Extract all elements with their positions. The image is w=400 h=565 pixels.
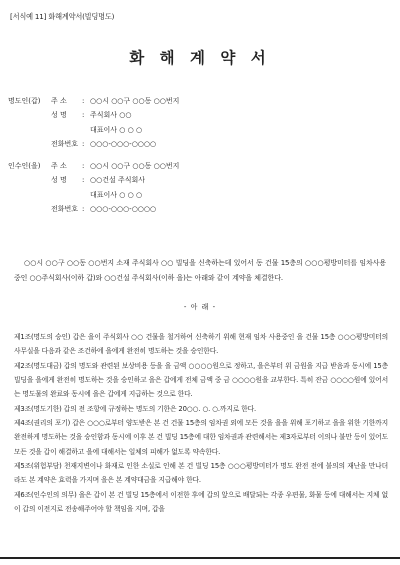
colon: : [82, 97, 85, 105]
colon: : [82, 111, 85, 120]
section-divider: - 아 래 - [183, 303, 217, 311]
article-4: 제4조(권리의 포기) 갑은 ○○○로부터 양도받은 본 건 건물 15층의 임차권 외에 모든 것을 을을 위해 포기하고 을을 위한 기한까지 완전하게 명도하는 것을 승인함과 동시에 이후 본 건 빌딩 15층에 대한 임차권과 관련해서는 제3자로부터 이의나 불만 등이 있어도 모든 것을 갑이 해결하고 을에 대해서는 일체의 피해가 없도록 약속한다. [14, 419, 388, 456]
field-label: 주 소 [51, 162, 67, 170]
field-label: 성 명 [51, 111, 67, 120]
form-tag: [서식예 11] 화해계약서(빌딩명도) [10, 12, 115, 21]
intro-paragraph [14, 256, 386, 285]
article-5: 제5조(위험부담) 천재지변이나 화재로 인한 소실로 인해 본 건 빌딩 15층 ○○○평방미터가 명도 완전 전에 불의의 재난을 만나더라도 본 계약은 효력을 가지며 을은 본 계약대금을 지급해야 한다. [14, 462, 388, 485]
field-value: ○○시 ○○구 ○○동 ○○번지 [90, 97, 180, 105]
articles-list [14, 330, 388, 516]
bottom-rule [0, 557, 400, 559]
article-3: 제3조(명도기한) 갑의 전 조항에 규정하는 명도의 기한은 20○○. ○. ○.까지로 한다. [14, 404, 257, 413]
field-value: 대표이사 ○ ○ ○ [90, 125, 143, 134]
colon: : [82, 176, 85, 185]
field-value: ○○시 ○○구 ○○동 ○○번지 [90, 162, 180, 170]
field-value: ○○건설 주식회사 [90, 176, 146, 185]
field-label: 전화번호 [51, 139, 79, 148]
field-value: ○○○-○○○-○○○○ [90, 139, 157, 148]
field-label: 성 명 [51, 176, 67, 185]
field-label: 전화번호 [51, 204, 79, 213]
field-label: 주 소 [51, 97, 67, 105]
document-title: 화 해 계 약 서 [129, 49, 271, 67]
article-6: 제6조(인수인의 의무) 을은 갑이 본 건 빌딩 15층에서 이전한 후에 갑의 앞으로 배달되는 각종 우편물, 화물 등에 대해서는 지체 없이 갑의 이전지로 전송해주어야 할 책임을 지며, 갑을 [14, 490, 388, 514]
colon: : [82, 204, 85, 213]
article-2: 제2조(명도대금) 갑의 명도와 관련된 보상비용 등을 을 금액 ○○○○원으로 정하고, 을은부터 위 금원을 지급 받음과 동시에 15층 빌딩을 을에게 완전히 명도하는 것을 승인하고 을은 갑에게 전체 금액 중 금 ○○○○원을 교부한다. 특히 잔금 ○○○○원에 있어서는 명도물의 완료와 동시에 을은 갑에게 지급하는 것으로 한다. [14, 361, 388, 399]
intro-text: ○○시 ○○구 ○○동 ○○번지 소재 주식회사 ○○ 빌딩을 신축하는데 있어서 동 건물 15층의 ○○○평방미터를 임차사용중인 ○○주식회사(이하 갑)와 ○○건설 주식회사(이하 을)는 아래와 같이 계약을 체결한다. [14, 259, 386, 282]
lessee-role: 인수인(을) [8, 162, 41, 170]
field-value: ○○○-○○○-○○○○ [90, 204, 157, 213]
field-value: 주식회사 ○○ [90, 111, 132, 120]
article-1: 제1조(명도의 승인) 갑은 을이 주식회사 ○○ 건물을 철거하여 신축하기 위해 현재 임차 사용중인 을 건물 15층 ○○○평방미터의 사무실을 다음과 같은 조건하에 을에게 완전히 명도하는 것을 승인한다. [14, 333, 388, 356]
colon: : [82, 139, 85, 148]
field-value: 대표이사 ○ ○ ○ [90, 190, 143, 199]
colon: : [82, 162, 85, 170]
lessor-role: 명도인(갑) [8, 97, 41, 105]
